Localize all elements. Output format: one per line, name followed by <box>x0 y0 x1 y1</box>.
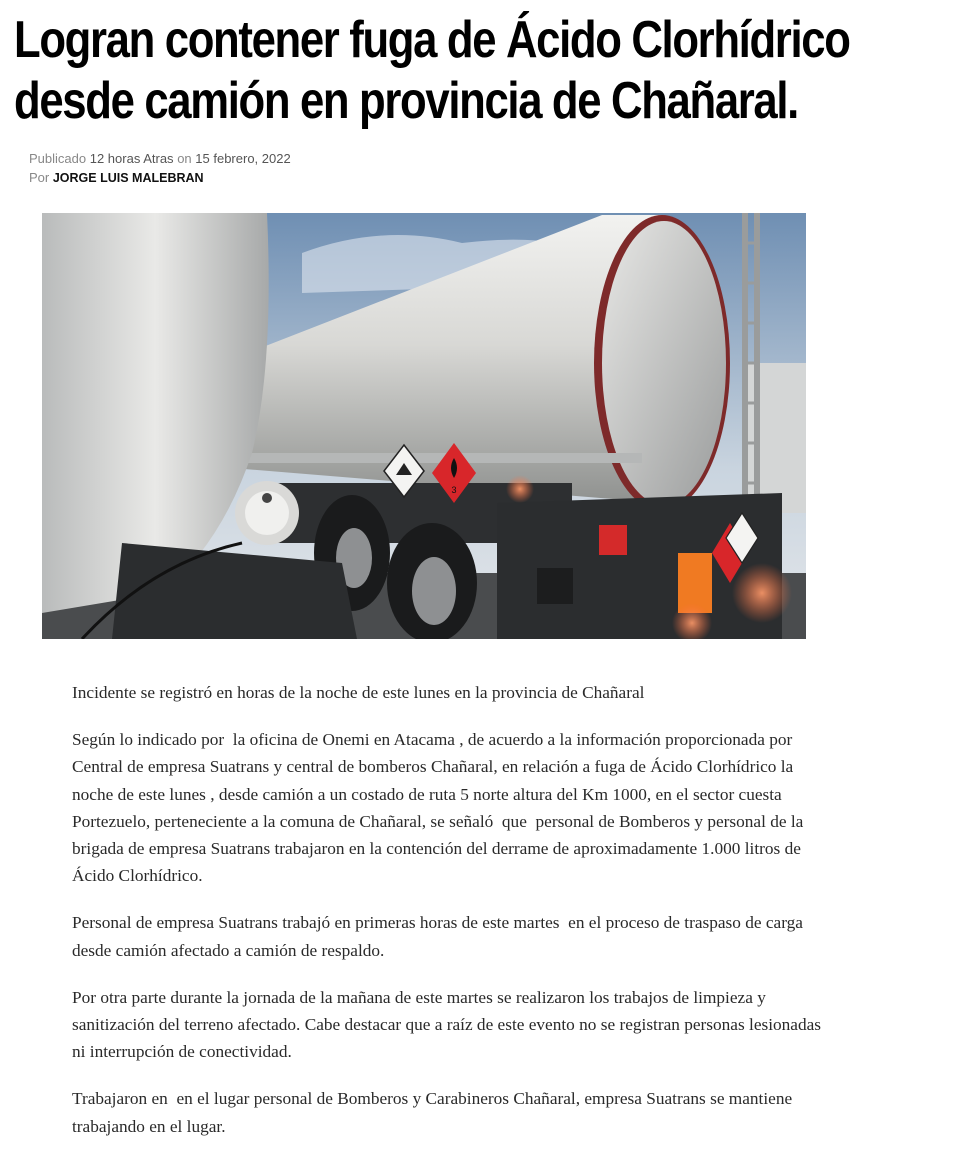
relative-time: 12 horas Atras <box>89 151 174 166</box>
article-headline: Logran contener fuga de Ácido Clorhídrico desde camión en provincia de Chañaral. <box>14 11 850 130</box>
on-label: on <box>177 151 192 166</box>
article-body <box>72 679 826 1160</box>
publish-line <box>29 149 291 168</box>
hazard-class-number: 3 <box>451 485 457 495</box>
author-link[interactable]: JORGE LUIS MALEBRAN <box>52 171 204 185</box>
article-paragraph: Por otra parte durante la jornada de la mañana de este martes se realizaron los trabajos de limpieza y sanitización del terreno afectado. Cabe destacar que a raíz de este evento no se registran personas lesionadas ni interrupción de conectividad. <box>72 987 826 1062</box>
article-paragraph: Personal de empresa Suatrans trabajó en primeras horas de este martes en el proceso de traspaso de carga desde camión afectado a camión de respaldo. <box>72 913 808 960</box>
article-paragraph: Trabajaron en en el lugar personal de Bomberos y Carabineros Chañaral, empresa Suatrans se mantiene trabajando en el lugar. <box>72 1089 797 1136</box>
by-label: Por <box>29 170 50 185</box>
tanker-truck-illustration <box>42 213 806 639</box>
byline <box>29 168 291 188</box>
hero-image <box>42 213 806 639</box>
published-label: Publicado <box>29 151 87 166</box>
publish-date: 15 febrero, 2022 <box>195 151 291 166</box>
article-meta <box>29 149 291 188</box>
article-paragraph: Según lo indicado por la oficina de Onemi en Atacama , de acuerdo a la información proporcionada por Central de empresa Suatrans y central de bomberos Chañaral, en relación a fuga de Ácido Clorhídrico la noche de este lunes , desde camión a un costado de ruta 5 norte altura del Km 1000, en el sector cuesta Portezuelo, perteneciente a la comuna de Chañaral, se señaló que personal de Bomberos y personal de la brigada de empresa Suatrans trabajaron en la contención del derrame de aproximadamente 1.000 litros de Ácido Clorhídrico. <box>72 729 808 886</box>
article-paragraph-lead: Incidente se registró en horas de la noche de este lunes en la provincia de Chañaral <box>72 683 645 702</box>
